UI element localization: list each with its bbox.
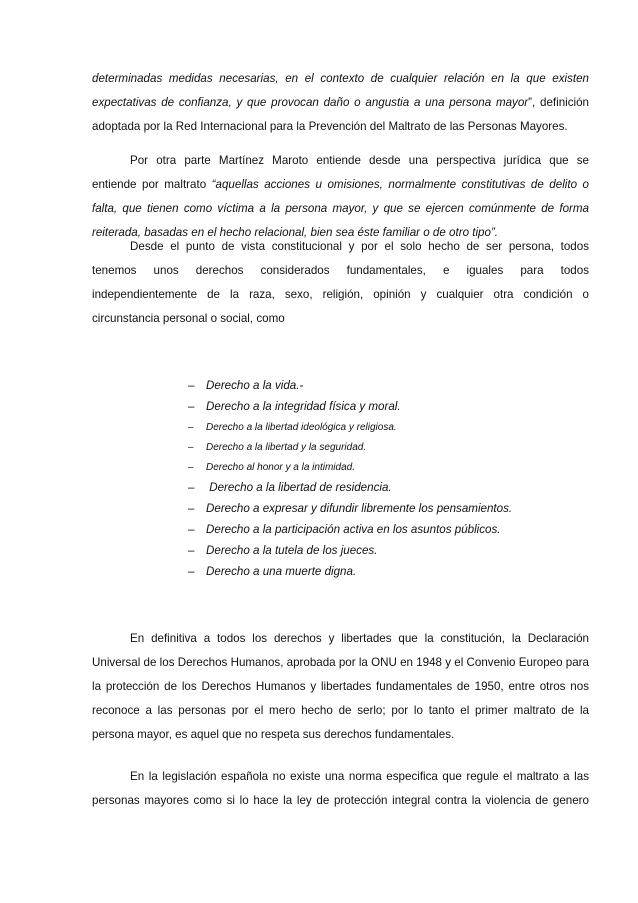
list-dash: –: [188, 400, 195, 413]
list-item: [188, 561, 588, 582]
list-item: [188, 498, 588, 519]
text-run: reiterada, basadas en el hecho relacional, bien sea éste familiar o de otro tipo”.: [92, 226, 499, 239]
text-run: circunstancia personal o social, como: [92, 312, 285, 325]
text-run: personas mayores como si lo hace la ley de protección integral contra la violencia de genero: [92, 794, 589, 807]
paragraph-constitutional-rights: [92, 235, 589, 331]
paragraph-line: [92, 765, 589, 789]
text-run: determinadas medidas necesarias, en el contexto de cualquier relación en la que existen: [92, 72, 589, 85]
paragraph-line: [92, 283, 589, 307]
paragraph-line: [92, 149, 589, 173]
paragraph-line: [92, 197, 589, 221]
list-item: [188, 437, 588, 457]
paragraph-line: [92, 67, 589, 91]
text-run: falta, que tienen como víctima a la persona mayor, y que se ejercen comúnmente de forma: [92, 202, 589, 215]
paragraph-spanish-legislation: [92, 765, 589, 813]
list-item: [188, 417, 588, 437]
text-run: En la legislación española no existe una norma especifica que regule el maltrato a las: [130, 770, 589, 783]
paragraph-line: [92, 235, 589, 259]
paragraph-line: [92, 115, 589, 139]
list-item: [188, 540, 588, 561]
list-dash: –: [188, 502, 195, 515]
list-item: [188, 396, 588, 417]
list-dash: –: [188, 441, 194, 453]
text-run: Universal de los Derechos Humanos, aprobada por la ONU en 1948 y el Convenio Europeo para: [92, 656, 589, 669]
paragraph-line: [92, 307, 589, 331]
list-dash: –: [188, 544, 195, 557]
text-run: reconoce a las personas por el mero hecho de serlo; por lo tanto el primer maltrato de la: [92, 704, 589, 717]
text-run: adoptada por la Red Internacional para la Prevención del Maltrato de las Personas Mayores.: [92, 120, 568, 133]
paragraph-line: [92, 627, 589, 651]
list-item-text: Derecho a la tutela de los jueces.: [206, 544, 378, 557]
list-item-text: Derecho a la participación activa en los asuntos públicos.: [206, 523, 501, 536]
paragraph-line: [92, 723, 589, 747]
text-run: En definitiva a todos los derechos y libertades que la constitución, la Declaración: [130, 632, 589, 645]
list-item: [188, 375, 588, 396]
paragraph-line: [92, 699, 589, 723]
paragraph-in-definitive: [92, 627, 589, 747]
list-dash: –: [188, 461, 194, 473]
text-run: expectativas de confianza, y que provocan daño o angustia a una persona mayor: [92, 96, 529, 109]
text-run: independientemente de la raza, sexo, religión, opinión y cualquier otra condición o: [92, 288, 589, 301]
list-item-text: Derecho a la libertad ideológica y religiosa.: [206, 421, 397, 433]
list-item-text: Derecho a una muerte digna.: [206, 565, 357, 578]
paragraph-line: [92, 259, 589, 283]
paragraph-line: [92, 675, 589, 699]
list-dash: –: [188, 565, 195, 578]
text-run: tenemos unos derechos considerados fundamentales, e iguales para todos: [92, 264, 589, 277]
paragraph-line: [92, 651, 589, 675]
list-item-text: Derecho a la integridad física y moral.: [206, 400, 401, 413]
list-item-text: Derecho al honor y a la intimidad.: [206, 461, 355, 473]
paragraph-line: [92, 173, 589, 197]
list-dash: –: [188, 523, 195, 536]
text-run: Por otra parte Martínez Maroto entiende desde una perspectiva jurídica que se: [130, 154, 589, 167]
list-item: [188, 457, 588, 477]
paragraph-line: [92, 789, 589, 813]
rights-list: [188, 375, 588, 582]
text-run: persona mayor, es aquel que no respeta sus derechos fundamentales.: [92, 728, 455, 741]
paragraph-line: [92, 91, 589, 115]
text-run: entiende por maltrato: [92, 178, 212, 191]
paragraph-definition-end: [92, 67, 589, 139]
list-dash: –: [188, 481, 195, 494]
text-run: la protección de los Derechos Humanos y libertades fundamentales de 1950, entre otros nos: [92, 680, 589, 693]
list-item: [188, 519, 588, 540]
text-run: Desde el punto de vista constitucional y por el solo hecho de ser persona, todos: [130, 240, 589, 253]
list-item-text: Derecho a expresar y difundir libremente los pensamientos.: [206, 502, 513, 515]
list-dash: –: [188, 379, 195, 392]
list-item: [188, 477, 588, 498]
list-item-text: Derecho a la libertad y la seguridad.: [206, 441, 367, 453]
paragraph-martinez-maroto: [92, 149, 589, 245]
list-item-text: Derecho a la vida.-: [206, 379, 304, 392]
text-run: ”, definición: [528, 96, 590, 109]
list-dash: –: [188, 421, 194, 433]
text-run: “aquellas acciones u omisiones, normalmente constitutivas de delito o: [211, 178, 589, 191]
list-item-text: Derecho a la libertad de residencia.: [206, 481, 392, 494]
